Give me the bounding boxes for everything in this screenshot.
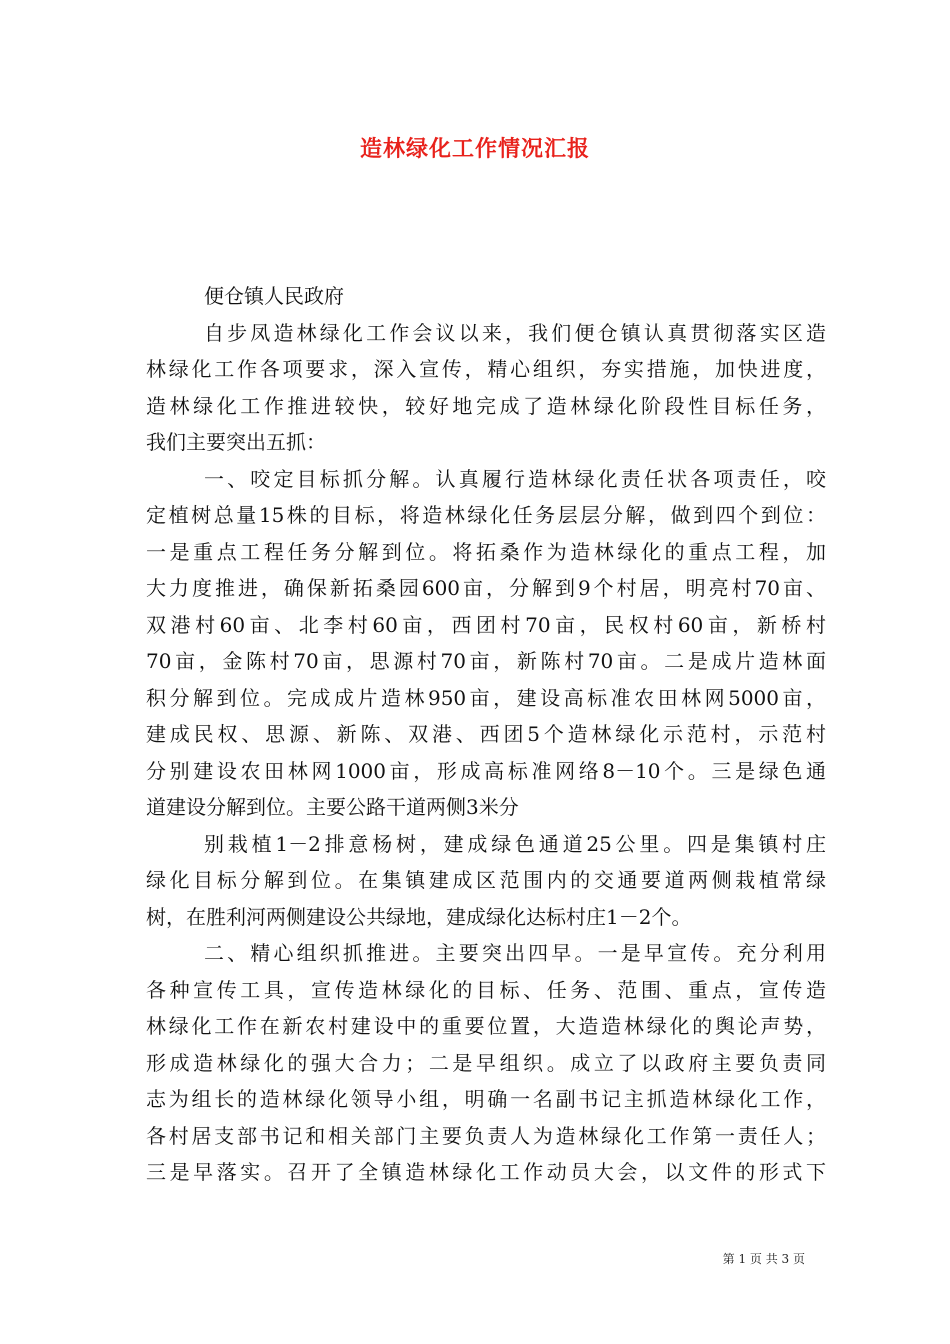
document-body — [146, 278, 826, 1191]
page-number: 第 1 页 共 3 页 — [722, 1252, 805, 1266]
text-line: 志为组长的造林绿化领导小组，明确一名副书记主抓造林绿化工作， — [146, 1087, 826, 1111]
text-line: 林绿化工作在新农村建设中的重要位置，大造造林绿化的舆论声势， — [146, 1014, 826, 1038]
text-line: 树，在胜利河两侧建设公共绿地，建成绿化达标村庄1－2个。 — [146, 904, 692, 929]
text-line: 70亩，金陈村70亩，思源村70亩，新陈村70亩。二是成片造林面 — [146, 649, 826, 673]
text-line: 一是重点工程任务分解到位。将拓桑作为造林绿化的重点工程，加 — [146, 539, 826, 564]
text-line: 分别建设农田林网1000亩，形成高标准网络8－10个。三是绿色通 — [146, 758, 826, 783]
text-line: 我们主要突出五抓： — [146, 430, 326, 454]
text-line: 定植树总量15株的目标，将造林绿化任务层层分解，做到四个到位： — [146, 503, 826, 527]
text-line: 各种宣传工具，宣传造林绿化的目标、任务、范围、重点，宣传造 — [146, 977, 826, 1002]
text-line: 大力度推进，确保新拓桑园600亩，分解到9个村居，明亮村70亩、 — [146, 576, 826, 600]
text-line: 自步凤造林绿化工作会议以来，我们便仓镇认真贯彻落实区造 — [204, 320, 826, 345]
text-line: 各村居支部书记和相关部门主要负责人为造林绿化工作第一责任人； — [146, 1123, 826, 1148]
text-line: 造林绿化工作推进较快，较好地完成了造林绿化阶段性目标任务， — [146, 393, 826, 418]
text-line: 林绿化工作各项要求，深入宣传，精心组织，夯实措施，加快进度， — [146, 357, 826, 381]
text-line: 积分解到位。完成成片造林950亩，建设高标准农田林网5000亩， — [146, 685, 826, 710]
text-line: 三是早落实。召开了全镇造林绿化工作动员大会，以文件的形式下 — [146, 1160, 826, 1184]
text-line: 双港村60亩、北李村60亩，西团村70亩，民权村60亩，新桥村 — [146, 612, 826, 637]
text-line: 道建设分解到位。主要公路干道两侧3米分 — [146, 795, 519, 819]
text-line: 形成造林绿化的强大合力；二是早组织。成立了以政府主要负责同 — [146, 1050, 826, 1075]
text-line: 建成民权、思源、新陈、双港、西团5个造林绿化示范村，示范村 — [146, 722, 826, 746]
text-line: 一、咬定目标抓分解。认真履行造林绿化责任状各项责任，咬 — [204, 466, 826, 491]
text-line: 别栽植1－2排意杨树，建成绿色通道25公里。四是集镇村庄 — [204, 831, 826, 856]
author-line: 便仓镇人民政府 — [204, 284, 344, 308]
text-line: 二、精心组织抓推进。主要突出四早。一是早宣传。充分利用 — [204, 941, 826, 965]
document-title: 造林绿化工作情况汇报 — [359, 136, 590, 162]
text-line: 绿化目标分解到位。在集镇建成区范围内的交通要道两侧栽植常绿 — [146, 868, 826, 892]
